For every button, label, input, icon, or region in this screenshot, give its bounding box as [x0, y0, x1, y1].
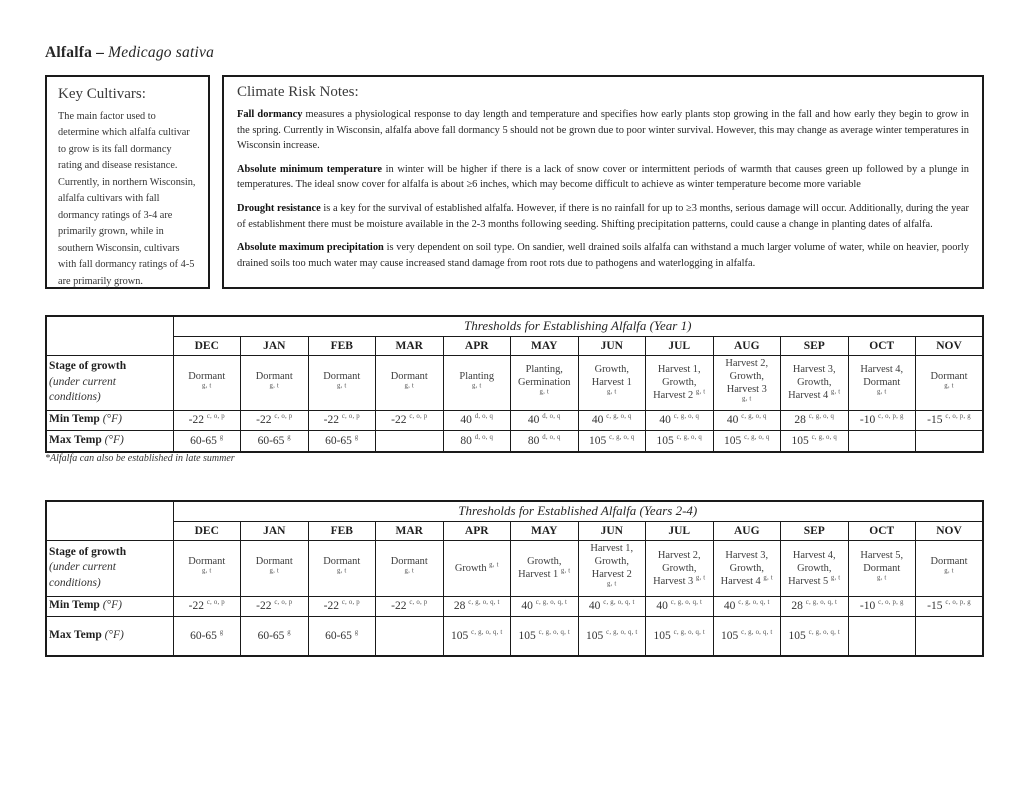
max-temp-cell-value: 60-65 [257, 629, 285, 642]
month-header-apr: APR [443, 521, 511, 540]
max-temp-cell-value: 105 [788, 629, 806, 642]
month-header-sep: SEP [781, 336, 849, 355]
min-temp-cell-value: 40 [588, 600, 601, 612]
max-temp-cell-value: 60-65 [325, 434, 352, 447]
stage-cell-footnote-letters: g, t [560, 567, 571, 575]
climate-paragraph: Drought resistance is a key for the survival of established alfalfa. However, if there is no rainfall for up to ≥3 months, serious damage will occur. Additionally, during the year of establishment there must be moisture available in the 2-3 months following seeding. Shifting precipitation patterns, could cause a change in planting dates of alfalfa. [237, 203, 969, 230]
stage-cell-footnote-letters: g, t [877, 574, 887, 582]
min-temp-cell-value: -22 [391, 414, 407, 426]
min-temp-cell-footnote-letters: c, o, p [409, 599, 428, 607]
stage-label-bold: Stage of growth [49, 545, 127, 558]
stage-cell-value: Dormant [390, 556, 428, 567]
min-temp-cell-value: -22 [188, 600, 204, 612]
table-title: Thresholds for Establishing Alfalfa (Year 1) [173, 316, 983, 336]
max-temp-cell-jun [578, 430, 646, 452]
min-temp-cell-value: -22 [323, 600, 339, 612]
min-temp-cell-dec [173, 596, 241, 616]
min-temp-cell-dec [173, 410, 241, 430]
min-temp-cell-jan [241, 410, 309, 430]
min-temp-label-unit: (°F) [102, 413, 122, 426]
stage-cell-value: Harvest 4, Dormant [860, 364, 904, 388]
min-temp-label-bold: Min Temp [49, 599, 100, 612]
month-header-may: MAY [511, 336, 579, 355]
climate-paragraph: Fall dormancy measures a physiological response to day length and temperature and specifies how early plants stop growing in the fall and how early they begin to grow in the spring. Currently in Wisconsin, alfalfa above fall dormancy 5 should not be grown due to poor winter survival. However, this may change as average winter temperatures in Wisconsin increase. [237, 109, 970, 152]
climate-risk-heading: Climate Risk Notes: [237, 84, 359, 100]
month-header-aug: AUG [713, 521, 781, 540]
stage-cell-sep [781, 540, 849, 596]
min-temp-cell-oct [848, 410, 916, 430]
stage-cell-value: Growth [454, 562, 487, 574]
min-temp-cell-footnote-letters: d, o, q [542, 413, 561, 421]
max-temp-cell-value: 80 [460, 434, 472, 447]
max-temp-cell-value: 60-65 [190, 629, 217, 642]
max-temp-cell-footnote-letters: c, g, o, q [811, 433, 838, 441]
stage-cell-footnote-letters: g, t [830, 574, 841, 582]
max-temp-cell-value: 105 [586, 629, 604, 642]
page-title-species: Medicago sativa [108, 44, 215, 61]
max-temp-cell-value: 105 [653, 629, 671, 642]
max-temp-cell-footnote-letters: c, g, o, q, t [538, 628, 570, 636]
stage-cell-jul [646, 355, 714, 410]
stage-cell-value: Dormant [255, 370, 293, 382]
max-temp-label-bold: Max Temp [49, 628, 102, 641]
stage-cell-value: Dormant [323, 556, 361, 567]
climate-paragraph-lead: Fall dormancy [237, 109, 303, 120]
max-temp-cell-value: 60-65 [190, 434, 217, 447]
min-temp-cell-value: -10 [859, 414, 876, 426]
table-footnote: *Alfalfa can also be established in late summer [45, 453, 235, 464]
min-temp-cell-footnote-letters: c, g, o, q, t [738, 599, 770, 607]
min-temp-cell-aug [713, 596, 781, 616]
max-temp-cell-footnote-letters: g [287, 433, 291, 441]
month-header-jan: JAN [241, 336, 309, 355]
stage-cell-jul [646, 540, 714, 596]
stage-cell-value: Growth, Harvest 1 [518, 556, 562, 580]
max-temp-cell-footnote-letters: d, o, q [542, 433, 561, 441]
min-temp-cell-aug [713, 410, 781, 430]
max-temp-row [46, 430, 983, 452]
max-temp-cell-footnote-letters: c, g, o, q, t [606, 628, 638, 636]
min-temp-cell-mar [376, 410, 444, 430]
stage-cell-sep [781, 355, 849, 410]
max-temp-cell-footnote-letters: g [354, 433, 359, 441]
max-temp-cell-value: 60-65 [257, 434, 285, 447]
min-temp-cell-value: 40 [521, 600, 533, 612]
stage-cell-dec [173, 355, 241, 410]
stage-cell-value: Dormant [323, 370, 361, 382]
min-temp-cell-footnote-letters: c, g, o, q [741, 413, 767, 421]
max-temp-cell-sep [781, 616, 849, 656]
table-title-row [46, 501, 983, 521]
min-temp-cell-mar [376, 596, 444, 616]
stage-row-label [46, 355, 173, 410]
month-header-jun: JUN [578, 336, 646, 355]
stage-cell-value: Harvest 1, Growth, Harvest 2 [653, 364, 701, 401]
establishing-alfalfa-table [45, 315, 984, 453]
max-temp-cell-value: 105 [791, 434, 809, 447]
max-temp-cell-footnote-letters: c, g, o, q [744, 433, 770, 441]
stage-cell-footnote-letters: g, t [337, 567, 347, 575]
stage-cell-value: Harvest 5, Dormant [860, 549, 904, 574]
min-temp-cell-jun [578, 410, 646, 430]
month-header-row [46, 521, 983, 540]
max-temp-cell-dec [173, 616, 241, 656]
min-temp-cell-sep [781, 596, 849, 616]
climate-paragraph-lead: Drought resistance [237, 203, 321, 215]
max-temp-cell-footnote-letters: c, g, o, q [676, 433, 703, 441]
stage-cell-footnote-letters: g, t [472, 382, 482, 390]
min-temp-cell-nov [916, 596, 984, 616]
stage-cell-footnote-letters: g, t [404, 382, 414, 390]
stage-cell-value: Harvest 1, Growth, Harvest 2 [590, 543, 634, 580]
stage-cell-nov [916, 355, 984, 410]
stage-cell-feb [308, 355, 376, 410]
max-temp-cell-footnote-letters: g [287, 628, 291, 636]
max-temp-row [46, 616, 983, 656]
stage-row-label [46, 540, 173, 596]
max-temp-cell-aug [713, 616, 781, 656]
min-temp-cell-footnote-letters: c, g, o, q, t [535, 599, 568, 607]
stage-cell-footnote-letters: g, t [944, 382, 954, 390]
month-header-nov: NOV [916, 336, 984, 355]
stage-cell-footnote-letters: g, t [742, 395, 752, 403]
max-temp-cell-jul [646, 430, 714, 452]
min-temp-cell-value: 28 [791, 600, 803, 612]
stage-label-bold: Stage of growth [49, 360, 127, 373]
stage-cell-value: Harvest 4, Growth, Harvest 5 [788, 549, 836, 587]
climate-risk-paragraphs [237, 107, 969, 271]
max-temp-cell-value: 105 [656, 434, 674, 447]
min-temp-cell-value: -22 [256, 414, 272, 426]
month-header-dec: DEC [173, 336, 241, 355]
min-temp-cell-footnote-letters: c, g, o, q, t [468, 599, 500, 607]
max-temp-cell-value: 105 [451, 629, 469, 642]
month-header-may: MAY [511, 521, 579, 540]
stage-cell-value: Harvest 3, Growth, Harvest 4 [788, 364, 836, 401]
min-temp-cell-footnote-letters: c, g, o, q, t [670, 599, 703, 607]
min-temp-cell-feb [308, 596, 376, 616]
month-header-feb: FEB [308, 336, 376, 355]
stage-cell-apr [443, 540, 511, 596]
min-temp-cell-value: -15 [927, 414, 943, 426]
month-header-jul: JUL [646, 521, 714, 540]
stage-cell-footnote-letters: g, t [539, 388, 549, 396]
stage-cell-footnote-letters: g, t [607, 388, 617, 396]
month-header-jul: JUL [646, 336, 714, 355]
max-temp-cell-footnote-letters: c, g, o, q, t [471, 628, 503, 636]
stage-cell-aug [713, 355, 781, 410]
min-temp-cell-value: 40 [659, 414, 671, 426]
max-temp-cell-apr [443, 616, 511, 656]
min-temp-cell-footnote-letters: c, g, o, q, t [603, 599, 635, 607]
min-temp-cell-footnote-letters: c, g, o, q [673, 413, 700, 421]
stage-cell-jun [578, 355, 646, 410]
stage-cell-mar [376, 540, 444, 596]
min-temp-cell-footnote-letters: c, o, p [341, 599, 360, 607]
month-header-apr: APR [443, 336, 511, 355]
stage-cell-oct [848, 540, 916, 596]
key-cultivars-heading: Key Cultivars: [58, 86, 146, 102]
table-corner-cell [46, 316, 173, 355]
min-temp-label-unit: (°F) [102, 599, 122, 612]
stage-cell-may [511, 540, 579, 596]
min-temp-cell-value: 40 [460, 414, 472, 426]
max-temp-cell-value: 105 [723, 434, 742, 447]
max-temp-cell-nov [916, 616, 984, 656]
stage-cell-aug [713, 540, 781, 596]
max-temp-label-unit: (°F) [104, 628, 124, 641]
stage-cell-value: Planting [459, 370, 495, 382]
stage-cell-feb [308, 540, 376, 596]
min-temp-cell-footnote-letters: c, o, p [341, 413, 360, 421]
min-temp-cell-jan [241, 596, 309, 616]
min-temp-cell-footnote-letters: c, o, p, g [878, 413, 904, 421]
stage-cell-footnote-letters: g, t [607, 580, 617, 588]
min-temp-cell-jun [578, 596, 646, 616]
min-temp-cell-footnote-letters: c, o, p, g [945, 413, 971, 421]
stage-cell-footnote-letters: g, t [404, 567, 414, 575]
stage-cell-footnote-letters: g, t [269, 382, 279, 390]
key-cultivars-body: The main factor used to determine which alfalfa cultivar to grow is its fall dormancy rating and disease resistance. Currently, in northern Wisconsin, alfalfa cultivars with fall dormancy ratings of 3-4 are primarily grown, while in southern Wisconsin, cultivars with fall dormancy ratings of 4-5 are primarily grown. [58, 111, 196, 287]
max-temp-cell-footnote-letters: g [354, 628, 359, 636]
max-temp-cell-jul [646, 616, 714, 656]
max-temp-cell-value: 60-65 [325, 629, 352, 642]
min-temp-cell-footnote-letters: c, g, o, q, t [805, 599, 838, 607]
stage-cell-value: Dormant [930, 556, 968, 567]
min-temp-cell-value: -22 [188, 414, 204, 426]
min-temp-row-label [46, 410, 173, 430]
max-temp-cell-feb [308, 616, 376, 656]
max-temp-cell-oct [848, 616, 916, 656]
max-temp-row-label [46, 616, 173, 656]
stage-cell-value: Harvest 2, Growth, Harvest 3 [653, 549, 701, 587]
min-temp-cell-feb [308, 410, 376, 430]
stage-cell-value: Harvest 2, Growth, Harvest 3 [725, 357, 769, 395]
month-header-sep: SEP [781, 521, 849, 540]
min-temp-cell-value: 40 [656, 600, 668, 612]
min-temp-cell-footnote-letters: c, o, p [206, 599, 225, 607]
stage-cell-oct [848, 355, 916, 410]
min-temp-cell-jul [646, 410, 714, 430]
stage-cell-apr [443, 355, 511, 410]
stage-cell-value: Dormant [188, 370, 226, 382]
stage-cell-value: Planting, Germination [517, 364, 571, 388]
min-temp-cell-footnote-letters: c, o, p [409, 413, 428, 421]
max-temp-cell-value: 105 [588, 434, 607, 447]
month-header-jan: JAN [241, 521, 309, 540]
table-title-row [46, 316, 983, 336]
max-temp-label-bold: Max Temp [49, 433, 102, 446]
min-temp-cell-footnote-letters: c, g, o, q [606, 413, 632, 421]
min-temp-cell-footnote-letters: c, o, p, g [945, 599, 971, 607]
stage-label-italic: (under current conditions) [49, 561, 116, 589]
min-temp-cell-may [511, 410, 579, 430]
table-title: Thresholds for Established Alfalfa (Years 2-4) [173, 501, 983, 521]
max-temp-cell-may [511, 430, 579, 452]
stage-of-growth-row [46, 540, 983, 596]
climate-paragraph: Absolute maximum precipitation is very dependent on soil type. On sandier, well drained soils alfalfa can withstand a much larger volume of water, while on heavier, poorly drained soils too much water may cause increased stand damage from root rots due to pathogens and waterlogging in alfalfa. [237, 242, 969, 269]
stage-cell-footnote-letters: g, t [944, 567, 954, 575]
min-temp-cell-nov [916, 410, 984, 430]
max-temp-cell-may [511, 616, 579, 656]
max-temp-cell-jun [578, 616, 646, 656]
max-temp-cell-feb [308, 430, 376, 452]
max-temp-cell-footnote-letters: d, o, q [474, 433, 494, 441]
stage-cell-jun [578, 540, 646, 596]
climate-risk-box [222, 75, 984, 289]
stage-cell-footnote-letters: g, t [202, 382, 212, 390]
stage-cell-value: Dormant [390, 370, 428, 382]
max-temp-cell-footnote-letters: c, g, o, q, t [673, 628, 705, 636]
climate-paragraph-lead: Absolute maximum precipitation [237, 242, 384, 254]
min-temp-row [46, 596, 983, 616]
min-temp-cell-value: 40 [591, 414, 604, 426]
max-temp-label-unit: (°F) [104, 433, 124, 446]
month-header-jun: JUN [578, 521, 646, 540]
min-temp-cell-may [511, 596, 579, 616]
max-temp-cell-oct [848, 430, 916, 452]
min-temp-row [46, 410, 983, 430]
max-temp-cell-mar [376, 430, 444, 452]
month-header-oct: OCT [848, 336, 916, 355]
stage-cell-value: Dormant [255, 556, 293, 567]
stage-cell-footnote-letters: g, t [269, 567, 279, 575]
stage-cell-value: Dormant [188, 556, 226, 567]
min-temp-cell-jul [646, 596, 714, 616]
max-temp-cell-aug [713, 430, 781, 452]
stage-cell-footnote-letters: g, t [202, 567, 212, 575]
max-temp-cell-dec [173, 430, 241, 452]
stage-cell-footnote-letters: g, t [695, 388, 706, 396]
min-temp-cell-value: -22 [323, 414, 339, 426]
min-temp-cell-value: -22 [391, 600, 407, 612]
min-temp-row-label [46, 596, 173, 616]
stage-cell-mar [376, 355, 444, 410]
min-temp-cell-footnote-letters: c, o, p [274, 599, 293, 607]
stage-cell-may [511, 355, 579, 410]
max-temp-row-label [46, 430, 173, 452]
max-temp-cell-footnote-letters: g [219, 433, 224, 441]
stage-cell-footnote-letters: g, t [763, 574, 773, 582]
stage-cell-footnote-letters: g, t [337, 382, 347, 390]
month-header-nov: NOV [916, 521, 984, 540]
stage-cell-value: Dormant [930, 370, 968, 382]
max-temp-cell-footnote-letters: c, g, o, q, t [741, 628, 773, 636]
month-header-dec: DEC [173, 521, 241, 540]
stage-cell-nov [916, 540, 984, 596]
max-temp-cell-footnote-letters: g [219, 628, 224, 636]
min-temp-cell-value: 28 [453, 600, 466, 612]
month-header-aug: AUG [713, 336, 781, 355]
min-temp-cell-value: -10 [859, 600, 876, 612]
month-header-oct: OCT [848, 521, 916, 540]
stage-cell-footnote-letters: g, t [695, 574, 706, 582]
stage-cell-footnote-letters: g, t [489, 561, 499, 569]
stage-cell-jan [241, 355, 309, 410]
max-temp-cell-apr [443, 430, 511, 452]
min-temp-cell-value: -22 [256, 600, 272, 612]
stage-of-growth-row [46, 355, 983, 410]
stage-label-italic: (under current conditions) [49, 375, 116, 404]
key-cultivars-box [45, 75, 210, 289]
stage-cell-footnote-letters: g, t [877, 388, 887, 396]
table-corner-cell [46, 501, 173, 540]
min-temp-cell-footnote-letters: c, g, o, q [808, 413, 835, 421]
climate-paragraph: Absolute minimum temperature in winter will be higher if there is a lack of snow cover or intermittent periods of warmth that causes green up followed by a plunge in temperatures. The ideal snow cover for alfalfa is about ≥6 inches, which may become difficult to achieve as winter temperature become more variable [237, 163, 970, 191]
max-temp-cell-value: 105 [721, 629, 739, 642]
min-temp-cell-value: -15 [927, 600, 943, 612]
max-temp-cell-jan [241, 430, 309, 452]
established-alfalfa-table [45, 500, 984, 657]
month-header-row [46, 336, 983, 355]
max-temp-cell-footnote-letters: c, g, o, q [609, 433, 635, 441]
max-temp-cell-nov [916, 430, 984, 452]
min-temp-cell-apr [443, 410, 511, 430]
min-temp-cell-sep [781, 410, 849, 430]
min-temp-cell-value: 28 [794, 414, 806, 426]
page-title [45, 44, 214, 62]
min-temp-cell-value: 40 [726, 414, 739, 426]
stage-cell-value: Harvest 3, Growth, Harvest 4 [720, 549, 769, 587]
min-temp-cell-value: 40 [723, 600, 736, 612]
month-header-feb: FEB [308, 521, 376, 540]
stage-cell-footnote-letters: g, t [830, 388, 841, 396]
min-temp-cell-oct [848, 596, 916, 616]
max-temp-cell-footnote-letters: c, g, o, q, t [808, 628, 840, 636]
min-temp-cell-footnote-letters: c, o, p [206, 413, 225, 421]
min-temp-cell-footnote-letters: c, o, p, g [878, 599, 904, 607]
stage-cell-value: Growth, Harvest 1 [591, 364, 632, 388]
max-temp-cell-jan [241, 616, 309, 656]
month-header-mar: MAR [376, 521, 444, 540]
max-temp-cell-value: 105 [518, 629, 536, 642]
max-temp-cell-mar [376, 616, 444, 656]
stage-cell-jan [241, 540, 309, 596]
min-temp-cell-value: 40 [527, 414, 540, 426]
page-title-crop: Alfalfa – [45, 44, 105, 61]
stage-cell-dec [173, 540, 241, 596]
min-temp-label-bold: Min Temp [49, 413, 100, 426]
min-temp-cell-footnote-letters: c, o, p [274, 413, 293, 421]
min-temp-cell-footnote-letters: d, o, q [474, 413, 494, 421]
max-temp-cell-value: 80 [527, 434, 540, 447]
min-temp-cell-apr [443, 596, 511, 616]
month-header-mar: MAR [376, 336, 444, 355]
max-temp-cell-sep [781, 430, 849, 452]
climate-paragraph-lead: Absolute minimum temperature [237, 163, 382, 175]
